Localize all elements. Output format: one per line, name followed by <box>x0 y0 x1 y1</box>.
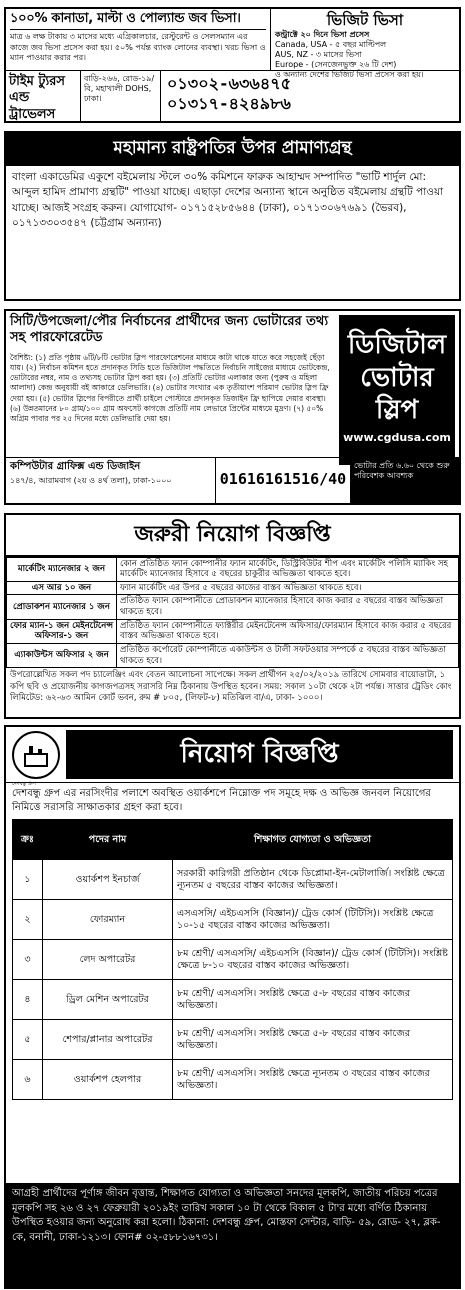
agency-phones <box>161 71 459 121</box>
book-ad-title: মহামান্য রাষ্ট্রপতির উপর প্রামাণ্যগ্রন্থ <box>6 133 459 166</box>
table-header-row <box>13 820 453 860</box>
company-name: কম্পিউটার গ্রাফিক্স এন্ড ডিজাইন <box>10 461 141 472</box>
urgent-recruitment-title: জরুরী নিয়োগ বিজ্ঞপ্তি <box>6 515 459 557</box>
visit-line: AUS, NZ - ৩ মাসের ভিসা <box>275 49 362 59</box>
recruitment-title: নিয়োগ বিজ্ঞপ্তি <box>66 730 453 779</box>
position-requirement: প্রতিষ্ঠিত কর্পোরেট কোম্পানীতে একাউন্টস ও টালী সফটওয়ার সম্পর্কে ৫ বছরের বাস্তব অভিজ্ঞতা থাকতে হবে। <box>117 643 459 667</box>
agency-phone: ০১৩১৭-৪২৪৯৮৬ <box>167 94 291 113</box>
company-block <box>6 458 216 503</box>
price-note-block <box>351 458 459 503</box>
column-header: পদের নাম <box>43 820 173 860</box>
table-row <box>13 940 453 980</box>
position-name: এ্যাকাউন্টস অফিসার ২ জন <box>7 643 117 667</box>
visa-ad-left <box>6 9 271 70</box>
position-name: এস আর ১০ জন <box>7 581 117 595</box>
price-note: ভোটার প্রতি ৬.৬০ থেকে শুরু <box>354 461 450 470</box>
column-header: শিক্ষাগত যোগ্যতা ও অভিজ্ঞতা <box>173 820 453 860</box>
table-row <box>7 581 459 595</box>
recruitment-intro: দেশবন্ধু গ্রুপ এর নরসিংদীর পলাশে অবস্থিত ওয়ার্কশপে নিম্নোক্ত পদ সমূহে দক্ষ ও অভিজ্ঞ জনবল নিয়োগের নিমিত্তে সরাসরি সাক্ষাতকার গ্রহণ করা হবে। <box>12 788 431 813</box>
recruitment-table <box>12 819 453 1100</box>
table-row <box>7 557 459 581</box>
visit-line: ও অন্যান্য দেশের ভিজিট ভিসা প্রসেস করা হয়। <box>275 69 424 79</box>
post-name: ওয়ার্কশপ ইনচার্জ <box>43 860 173 900</box>
agency-name: টাইম ট্যুরস এন্ড ট্রাভেলস <box>6 71 81 121</box>
voter-slip-title: সিটি/উপজেলা/পৌর নির্বাচনের প্রার্থীদের জন্য ভোটারের তথ্য সহ পারফোরেটেড <box>10 314 329 346</box>
website-url: www.cgdusa.com <box>343 430 451 444</box>
voter-slip-features: বৈশিষ্ট্য: (১) প্রতি পৃষ্ঠায় ৬টি/৮টি ভোটার স্লিপ পারফোরেশনের মাধ্যমে কাটা থাকে যাতে করে সহজেই ছেঁড়া যায়। (২) নির্বাচন কমিশন হতে প্রদানকৃত সিডি হতে ডিজিটাল পদ্ধতিতে নির্বাচনি সাইজের মাধ্যমে ভোটকেন্দ্র, ভোটারের নম্বর, নাম ও তথ্যসহ ভোটার স্লিপ করা হয়। (৩) প্রতিটি ভোটার এলাকার জন্য (পুরুষ ও মহিলা আলাদা) কেন্দ্র অনুযায়ী বই আকারে ডেলিভারি। (৪) ভোটার সংখ্যার এক তৃতীয়াংশ পরিমাণ ভোটার স্লিপ ফ্রি দেয়া হয়। (৫) ভোটার স্লিপের বিপরীতে প্রার্থী চাইলে পোস্টারে প্রদানকৃত ডিজাইন ফ্রি ছাপিয়ে দেয়ার ব্যবস্থা। (৬) উন্নতমানের ৮০ গ্রাম/১০০ গ্রাম অফসেট কাগজে প্রতিটি নাম লেভারে প্রিন্টের মাধ্যমে মুদ্রণ। (৭) ৫০% অগ্রিম পাবার পর ২৫ দিনের মধ্যে ডেলিভারি দেয়া হয়। <box>10 353 330 423</box>
post-requirement: সরকারী কারিগরী প্রতিষ্ঠান থেকে ডিপ্লোমা-ইন-মেটালার্জি। সংশ্লিষ্ট ক্ষেত্রে ন্যূনতম ৫ বছরের বাস্তব কাজের অভিজ্ঞতা। <box>173 860 453 900</box>
visa-offer: মাত্র ৬ লক্ষ টাকায় ৩ মাসের মধ্যে এগ্রিকালচার, রেস্টুরেন্ট ও সেলসম্যান এর কাজে জব ভিসা প্রসেস করা হয়। ৫০% পর্যন্ত ব্যাংক লোনের ব্যবস্থা। খরচ ভিসা ও ম্যান পাওয়ার করার পর। <box>10 32 266 63</box>
visit-visa-sub: কন্ট্রাক্টে ২০ দিনে ভিসা প্রসেস <box>275 29 370 39</box>
position-name: প্রোডাকশন ম্যানেজার ১ জন <box>7 595 117 619</box>
visit-line: Canada, USA - ৫ বছর মাল্টিপল <box>275 39 387 49</box>
column-header: ক্রঃ <box>13 820 43 860</box>
urgent-recruitment-footer: উপরোল্লেখিত সকল পদ চ্যালেঞ্জিং এবং বেতন আলোচনা সাপেক্ষে। সকল প্রার্থীগন ২৫/০২/২০১৯ তারিখে সোমবার বায়োডাটা, ১ কপি ছবি ও প্রয়োজনীয় কাগজপত্রসহ সরাসরি নিম্ন ঠিকানায় উপস্থিত হবেন। সময়: সকাল ১০টা থেকে ২টা পর্যন্ত। সাত্তার ট্রেডিং কোং লিমিটেড: ৬২-৬৩ আমিন কোর্ট ভবন, রুম # ৮০৫, (লিফট-৮) মতিঝিল বা/এ, ঢাকা- ১০০০। <box>10 670 452 704</box>
position-name: মার্কেটিং ম্যানেজার ২ জন <box>7 557 117 581</box>
company-logo <box>12 731 60 779</box>
post-requirement: ৮ম শ্রেণী/ এসএসসি/ এইচএসসি (বিজ্ঞান)/ ট্রেড কোর্স (টিটিসি)। সংশ্লিষ্ট ক্ষেত্রে ৮-১০ বছরের বাস্তব কাজের অভিজ্ঞতা। <box>173 940 453 980</box>
table-row <box>7 643 459 667</box>
visit-line: Europe - (সেনজেনভুক্ত ২৬ টি দেশ) <box>275 59 397 69</box>
position-table <box>6 557 459 669</box>
position-requirement: প্রতিষ্ঠিত ফ্যান কোম্পানীতে ফ্যাক্টরীর মেইনটেনেন্স অফিসার/ফোরম্যান হিসাবে কাজ করার ৫ বছরের বাস্তব অভিজ্ঞতা থাকতে হবে। <box>117 619 459 643</box>
post-name: শেপার/প্লানার অপারেটর <box>43 1020 173 1060</box>
serial: ৫ <box>13 1020 43 1060</box>
visit-visa-title: ভিজিট ভিসা <box>326 11 404 29</box>
logo-caption: দেশবন্ধু গ্রুপ <box>12 781 37 787</box>
post-name: ওয়ার্কশপ হেলপার <box>43 1060 173 1100</box>
post-requirement: ৮ম শ্রেণী/ এসএসসি। সংশ্লিষ্ট ক্ষেত্রে ৫-৮ বছরের বাস্তব কাজের অভিজ্ঞতা। <box>173 1020 453 1060</box>
post-requirement: এসএসসি/ এইচএসসি (বিজ্ঞান)/ ট্রেড কোর্স (টিটিসি)। সংশ্লিষ্ট ক্ষেত্রে ১০-১৫ বছরের বাস্তব কাজের অভিজ্ঞতা। <box>173 900 453 940</box>
dealer-note: পরিবেশক আবশ্যক <box>354 471 414 480</box>
factory-icon <box>21 740 51 770</box>
position-requirement: কোন প্রতিষ্ঠিত ফ্যান কোম্পানীর ফ্যান মার্কেটিং, ডিস্ট্রিবিউটর শীপ এবং মার্কেটিং পলিসি ম্যাকিং সহ মার্কেটিং ম্যানেজার হিসাবে ৫ বছরের চাকুরীর অভিজ্ঞতা থাকতে হবে। <box>117 557 459 581</box>
table-row <box>7 595 459 619</box>
book-ad-body: বাংলা একাডেমির একুশে বইমেলায় স্টলে ৩০% কমিশনে ফারুক আহাম্মদ সম্পাদিত "ভাটি শার্দুল মো: আব্দুল হামিদ প্রামাণ্য গ্রন্থটি" পাওয়া যাচ্ছে। এছাড়া দেশের অন্যান্য স্থানে অনুষ্ঠিত বইমেলায় গ্রন্থটি পাওয়া যাচ্ছে। আজই সংগ্রহ করুন। যোগাযোগ- ০১৭১৫২৮৫৬৪৪ (ঢাকা), ০১৭১৩০৬৭৬৯১ (ভৈরব), ০১৭১৩৩০৩৫৪৭ (চট্টগ্রাম অন্যান্য) <box>12 171 444 229</box>
agency-phone: ০১৩০২-৬৩৬৪৭৫ <box>167 74 292 93</box>
table-row <box>13 1060 453 1100</box>
position-name: ফোর ম্যান-১ জন মেইনটেনেন্স অফিসার-১ জন <box>7 619 117 643</box>
serial: ১ <box>13 860 43 900</box>
voter-slip-ad <box>4 309 461 505</box>
serial: ২ <box>13 900 43 940</box>
table-row <box>7 619 459 643</box>
post-name: ফোরম্যান <box>43 900 173 940</box>
company-address: ১৪৭/৪, আরামবাগ (২য় ও ৪র্থ তলা), ঢাকা-১০০০ <box>10 475 172 485</box>
recruitment-footer: আগ্রহী প্রার্থীদের পূর্ণাঙ্গ জীবন বৃত্তান্ত, শিক্ষাগত যোগ্যতা ও অভিজ্ঞতা সনদের মূলকপি, জাতীয় পরিচয় পত্রের মূলকপি সহ ২৬ ও ২৭ ফেব্রুয়ারী ২০১৯ইং তারিখ সকাল ১০ টা থেকে বিকাল ৫ টা'র মধ্যে বর্ণিত ঠিকানায় উপস্থিত হওয়ার জন্য অনুরোধ করা হলো। ঠিকানা: দেশবন্ধু গ্রুপ, মোস্তফা সেন্টার, বাড়ি- ৫৯, রোড- ২৭, ব্লক- কে, বনানী, ঢাকা-১২১৩। ফোন# ০২-৫৮৮১৬৭৩১। <box>6 1183 459 1287</box>
visa-headline: ১০০% কানাডা, মাল্টা ও পোল্যান্ড জব ভিসা। <box>10 11 266 30</box>
post-requirement: ৮ম শ্রেণী/ এসএসসি। সংশ্লিষ্ট ক্ষেত্রে ৫-৮ বছরের বাস্তব কাজের অভিজ্ঞতা। <box>173 980 453 1020</box>
post-name: লেদ অপারেটর <box>43 940 173 980</box>
post-name: ড্রিল মেশিন অপারেটর <box>43 980 173 1020</box>
serial: ৪ <box>13 980 43 1020</box>
digital-voter-slip-title: ডিজিটাল ভোটার স্লিপ <box>347 330 447 425</box>
position-requirement: ফ্যান মার্কেটিং এর উপর ৫ বছরের কাজের বাস্তব অভিজ্ঞতা থাকতে হবে। <box>117 581 459 595</box>
table-row <box>13 860 453 900</box>
table-row <box>13 980 453 1020</box>
serial: ৬ <box>13 1060 43 1100</box>
visa-ad <box>4 7 461 123</box>
urgent-recruitment-ad <box>4 513 461 719</box>
table-row <box>13 900 453 940</box>
digital-voter-slip-box <box>339 315 455 465</box>
serial: ৩ <box>13 940 43 980</box>
agency-address: বাড়ি-২৬৬, রোড-১৯/বি, মহাখালী DOHS, ঢাকা। <box>81 71 161 121</box>
table-row <box>13 1020 453 1060</box>
visit-visa-box <box>271 9 459 79</box>
post-requirement: ৮ম শ্রেণী/ এসএসসি। সংশ্লিষ্ট ক্ষেত্রে ন্যূনতম ৩ বছরের বাস্তব কাজের অভিজ্ঞতা। <box>173 1060 453 1100</box>
deshbandhu-recruitment-ad <box>4 725 461 1289</box>
company-phone: 01616161516/40 <box>216 458 351 503</box>
position-requirement: প্রতিষ্ঠিত ফ্যান কোম্পানীতে প্রোডাকশন ম্যানেজার হিসাবে কাজ করার ৫ বছরের বাস্তব অভিজ্ঞতা থাকতে হবে। <box>117 595 459 619</box>
book-ad <box>4 131 461 301</box>
